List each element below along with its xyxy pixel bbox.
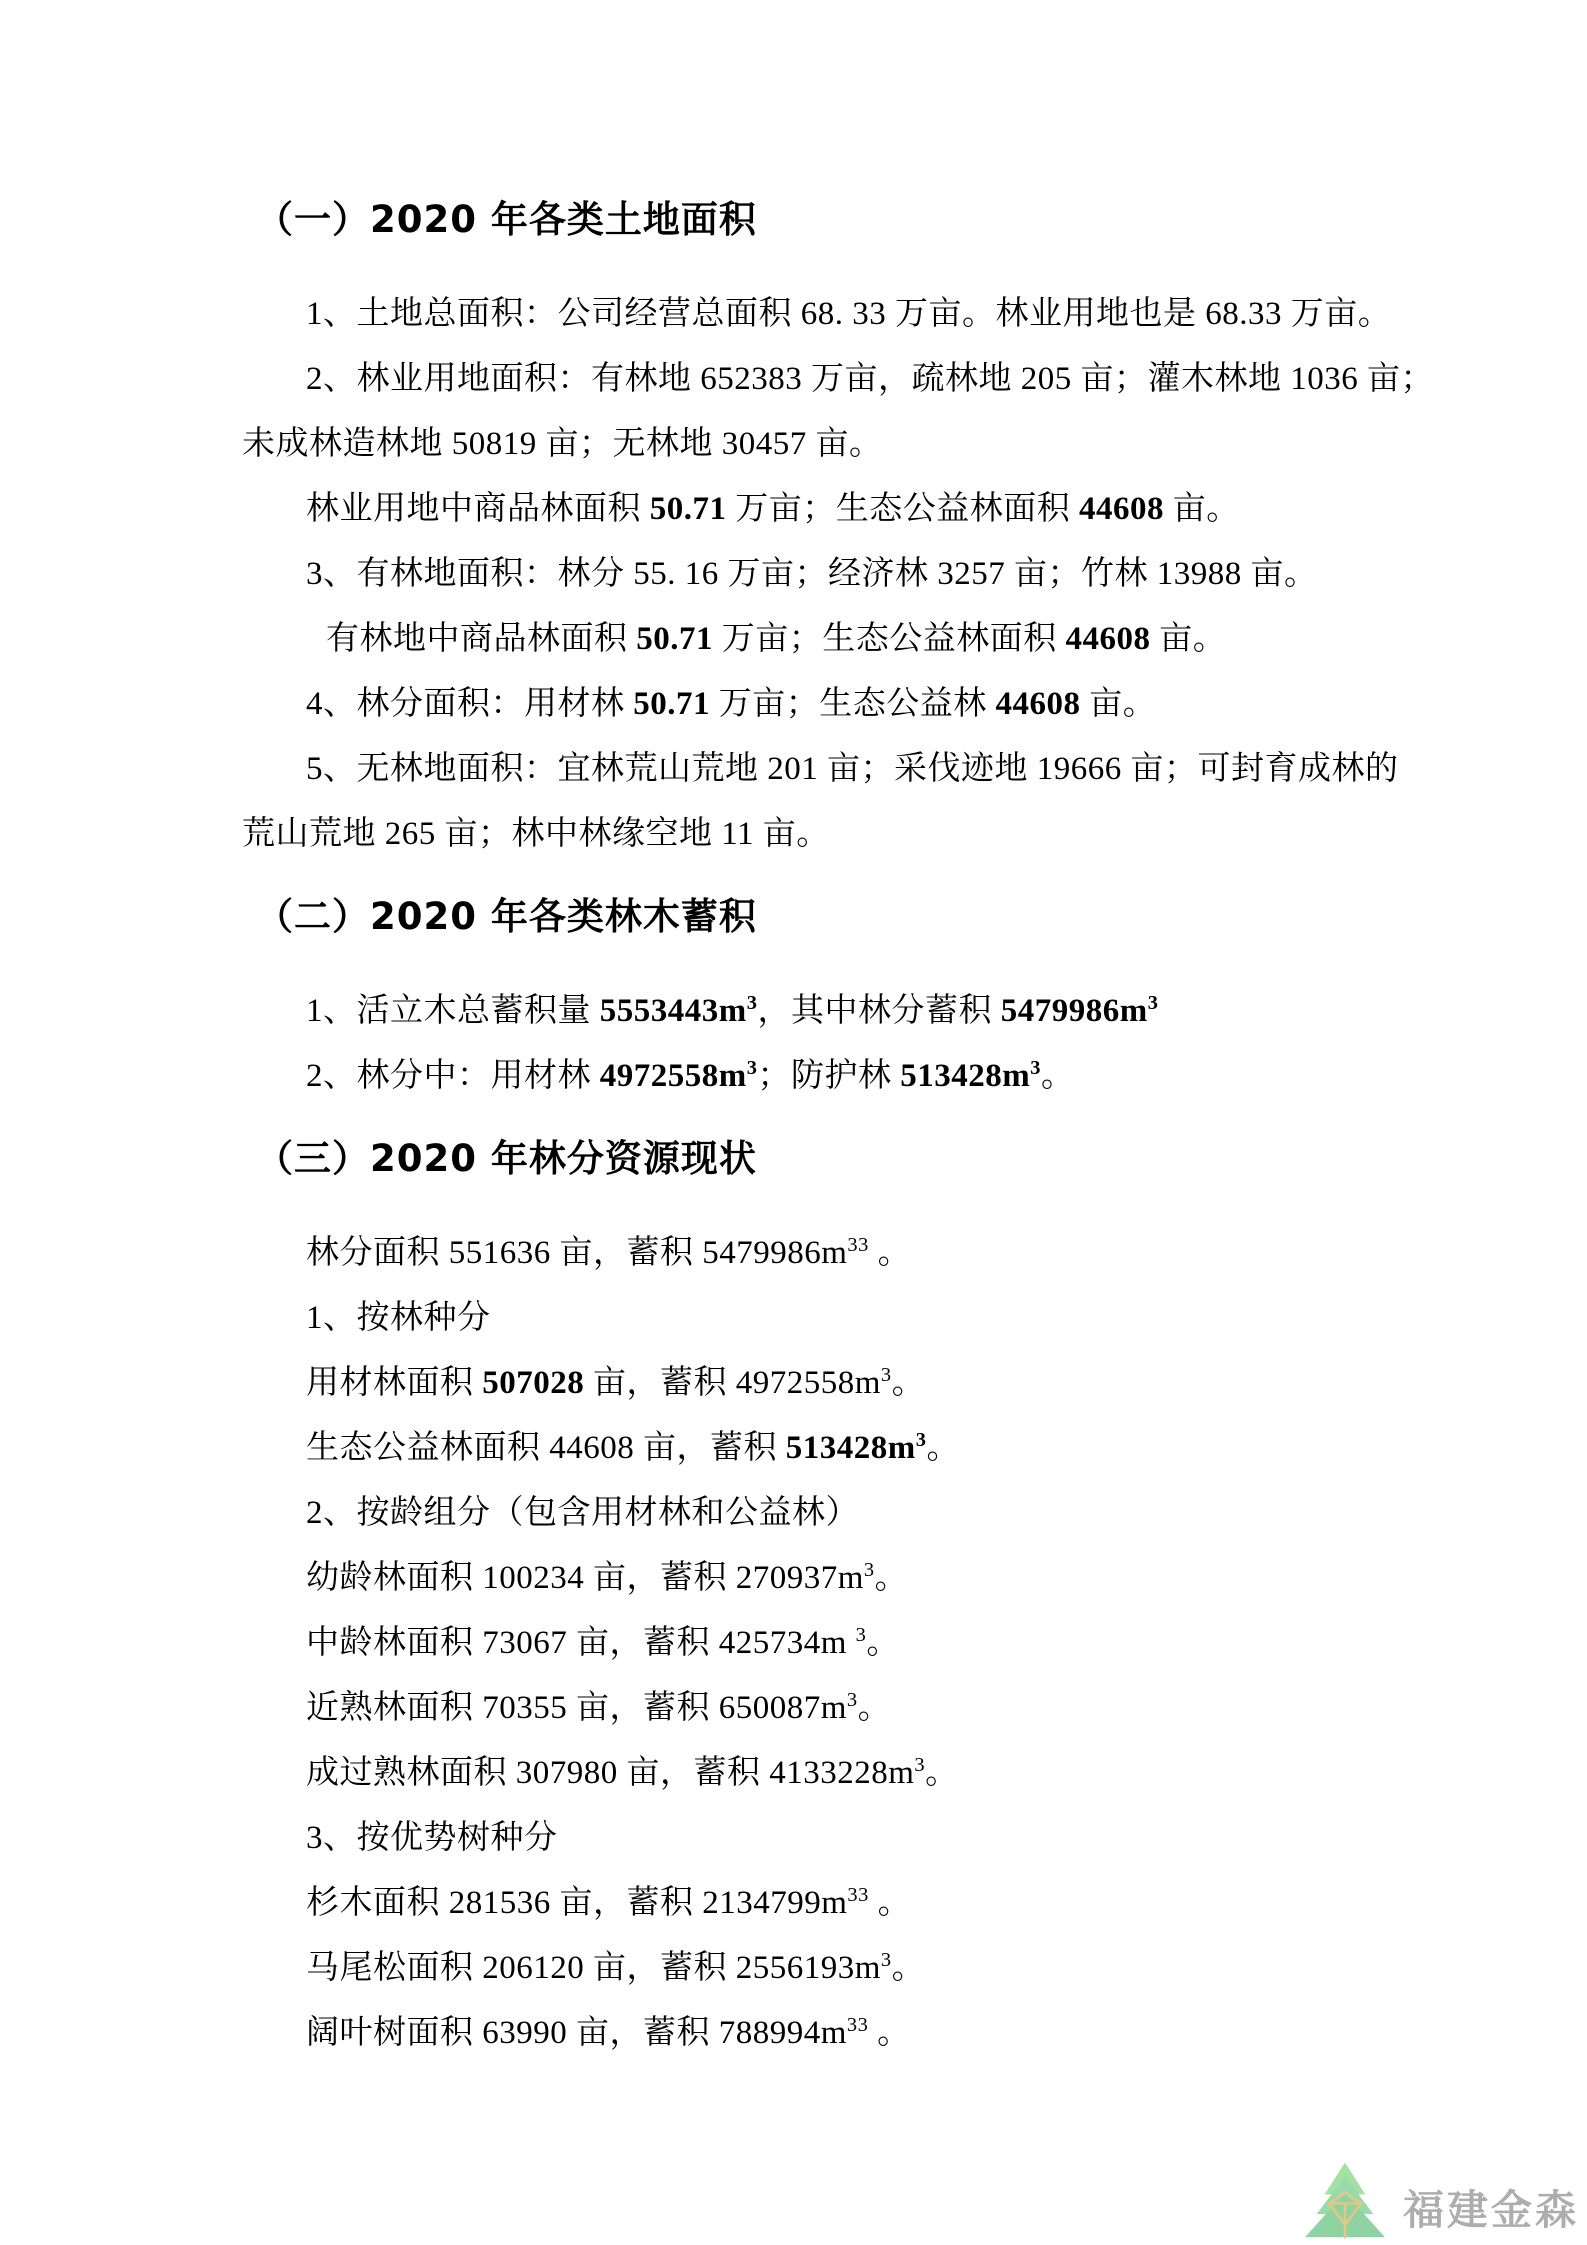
text-line: 2、林业用地面积：有林地 652383 万亩，疏林地 205 亩；灌木林地 1036 亩； [306,361,1434,397]
text-line: 生态公益林面积 44608 亩，蓄积 $513428m^3$。 [306,1429,960,1466]
text-line: 幼龄林面积 100234 亩，蓄积 $270937m^3$。 [306,1559,909,1596]
text-line: 有林地中商品林面积 50.71 万亩；生态公益林面积 44608 亩。 [326,621,1227,657]
section-heading: （三）2020 年林分资源现状 [256,1137,757,1180]
text-line: 1、活立木总蓄积量 $5553443m^3$，其中林分蓄积 $5479986m^3$ [306,992,1159,1029]
text-line: 3、有林地面积：林分 55. 16 万亩；经济林 3257 亩；竹林 13988 亩。 [306,556,1318,592]
text-line: 4、林分面积：用材林 50.71 万亩；生态公益林 44608 亩。 [306,686,1157,722]
text-line: 阔叶树面积 63990 亩，蓄积 $788994m^{33}$ 。 [306,2014,911,2051]
text-line: 2、林分中：用材林 $4972558m^3$；防护林 $513428m^3$。 [306,1057,1075,1094]
text-line: 用材林面积 507028 亩，蓄积 $4972558m^3$。 [306,1364,926,1401]
text-line: 3、按优势树种分 [306,1820,558,1856]
text-line: 林分面积 551636 亩，蓄积 $5479986m^{33}$ 。 [306,1234,912,1271]
text-line: 未成林造林地 50819 亩；无林地 30457 亩。 [242,426,883,462]
section-heading: （二）2020 年各类林木蓄积 [256,895,757,938]
company-logo [1299,2159,1579,2239]
text-line: 中龄林面积 73067 亩，蓄积 425734m $^3$。 [306,1624,900,1661]
text-line: 5、无林地面积：宜林荒山荒地 201 亩；采伐迹地 19666 亩；可封育成林的 [306,751,1399,787]
tree-logo-icon [1299,2159,1391,2239]
text-line: 荒山荒地 265 亩；林中林缘空地 11 亩。 [242,816,830,852]
text-line: 1、按林种分 [306,1300,491,1336]
text-line: 杉木面积 281536 亩，蓄积 $2134799m^{33}$ 。 [306,1884,912,1921]
company-logo-text: 福建金森 [1403,2186,1579,2234]
section-heading: （一）2020 年各类土地面积 [256,198,757,241]
text-line: 2、按龄组分（包含用材林和公益林） [306,1495,859,1531]
text-line: 马尾松面积 206120 亩，蓄积 $2556193m^3$。 [306,1949,926,1986]
text-line: 近熟林面积 70355 亩，蓄积 $650087m^3$。 [306,1689,892,1726]
text-line: 林业用地中商品林面积 50.71 万亩；生态公益林面积 44608 亩。 [306,491,1240,527]
document-body [242,170,1442,2066]
text-line: 1、土地总面积：公司经营总面积 68. 33 万亩。林业用地也是 68.33 万亩。 [306,296,1392,332]
text-line: 成过熟林面积 307980 亩，蓄积 $4133228m^3$。 [306,1754,959,1791]
